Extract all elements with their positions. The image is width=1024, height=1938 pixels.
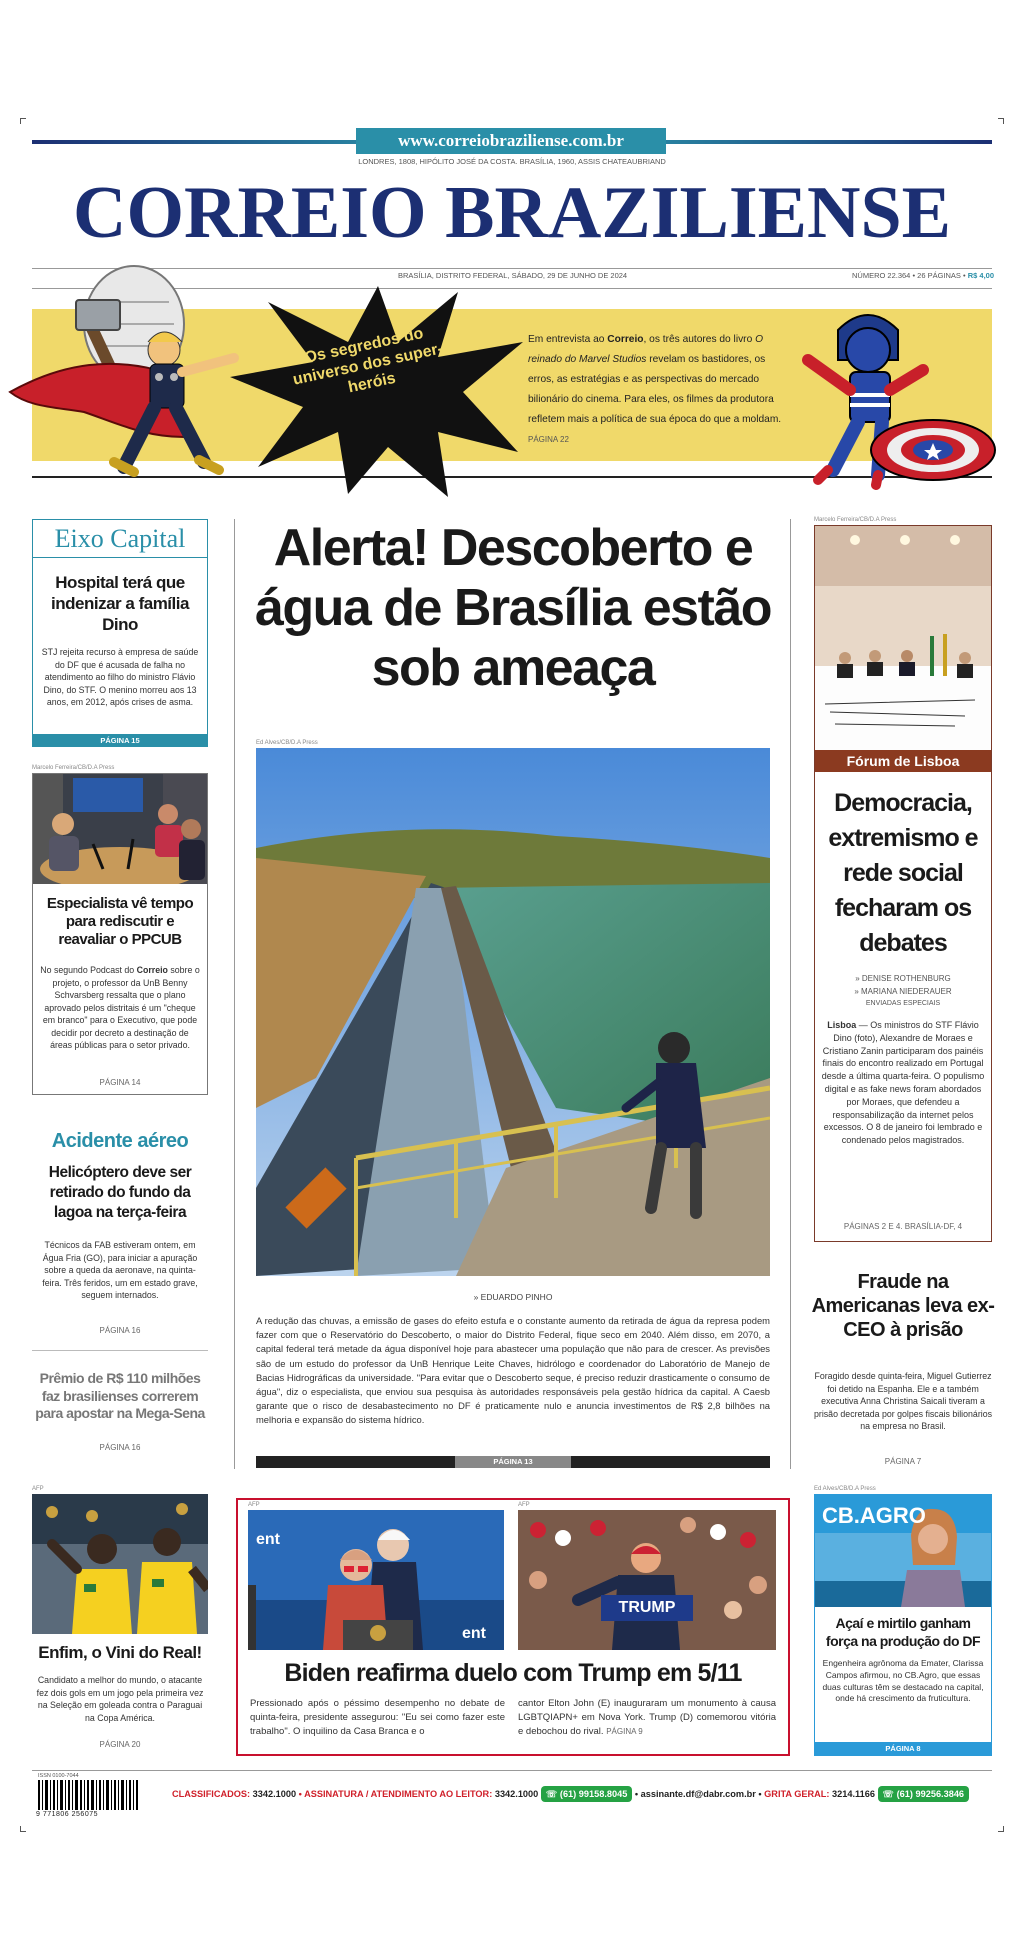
acidente-body: Técnicos da FAB estiveram ontem, em Água Fria (GO), para iniciar a apuração sobre a queda da aeronave, na quinta-feira. Três feridos, um em estado grave, seguem internados. bbox=[42, 1240, 198, 1300]
main-page-label: PÁGINA 13 bbox=[455, 1456, 571, 1468]
vini-page: PÁGINA 20 bbox=[99, 1740, 141, 1749]
ppcub-headline: Especialista vê tempo para rediscutir e reavaliar o PPCUB bbox=[46, 895, 194, 948]
issue-number: NÚMERO 22.364 • 26 PÁGINAS • bbox=[852, 271, 966, 280]
eixo-page-bar: PÁGINA 15 bbox=[32, 734, 208, 747]
crop-mark-tl bbox=[20, 118, 26, 124]
whatsapp-number-2: (61) 99256.3846 bbox=[896, 1789, 965, 1799]
burst-graphic bbox=[228, 282, 528, 502]
banner-text-rest: revelam os bastidores, os erros, as estratégias e as perspectivas do mercado bilionário do cinema. Para eles, os filmes da produtora refletem mais a política de sua época do que a moldam. bbox=[528, 354, 782, 425]
acai-page-bar: PÁGINA 8 bbox=[814, 1742, 992, 1756]
cb-agro-logo: CB.AGRO bbox=[822, 1503, 926, 1528]
acidente-headline: Helicóptero deve ser retirado do fundo da lagoa na terça-feira bbox=[48, 1164, 192, 1221]
vini-football-photo bbox=[32, 1494, 208, 1634]
acidente-kicker: Acidente aéreo bbox=[51, 1130, 189, 1152]
ppcub-body-paper: Correio bbox=[136, 965, 168, 975]
megasena-headline[interactable]: Prêmio de R$ 110 milhões faz brasilienses correrem para apostar na Mega-Sena bbox=[35, 1370, 205, 1421]
forum-author2: » MARIANA NIEDERAUER bbox=[854, 987, 952, 996]
biden-photo-text: ent bbox=[256, 1531, 280, 1548]
classificados-label: CLASSIFICADOS: bbox=[172, 1789, 251, 1799]
crop-mark-br bbox=[998, 1826, 1004, 1832]
biden-col2 bbox=[518, 1697, 776, 1739]
captain-america-illustration bbox=[758, 300, 998, 490]
trump-rally-photo bbox=[518, 1510, 776, 1650]
vini-body: Candidato a melhor do mundo, o atacante fez dois gols em um jogo pela primeira vez na Seleção em goleada contra o Paraguai na Copa América. bbox=[36, 1675, 204, 1723]
masthead-url-text: www.correiobraziliense.com.br bbox=[398, 131, 624, 150]
masthead-url[interactable] bbox=[356, 128, 666, 154]
eixo-body: STJ rejeita recurso à empresa de saúde do DF que é acusada de falha no atendimento ao filho do ministro Flávio Dino, do STF. O menino morreu aos 13 anos, em 2012, após crises de asma. bbox=[41, 647, 199, 707]
trump-podium-sign: TRUMP bbox=[618, 1599, 676, 1616]
issue-price: R$ 4,00 bbox=[967, 271, 995, 280]
barcode-top-text: ISSN 0100-7044 bbox=[38, 1773, 79, 1779]
masthead-issue bbox=[852, 271, 1002, 280]
main-body: A redução das chuvas, a emissão de gases do efeito estufa e o constante aumento da retirada de água da represa podem fazer com que o Reservatório do Descoberto, o maior do Distrito Federal, fique seco em 2040. Além disso, em 2070, a capital federal terá metade da água disponível hoje para abastecer uma população que não para de crescer. As previsões são de um estudo do professor da UnB Henrique Leite Chaves, hidrólogo e coordenador do Laboratório de Manejo de Bacias Hidrográficas da universidade. "Para evitar que o Descoberto seque, é preciso reduzir drasticamente o consumo de água", diz o especialista, que enviou sua pesquisa às autoridades responsáveis pela gestão hídrica da capital. A Caesb garante que o risco de desabastecimento no DF é praticamente nulo e anuncia investimentos de R$ 2,8 bilhões na melhoria e expansão do sistema hídrico. bbox=[256, 1315, 770, 1426]
banner-page: PÁGINA 22 bbox=[528, 435, 569, 444]
grita-geral-number[interactable]: 3214.1166 bbox=[832, 1789, 875, 1799]
main-photo-credit: Ed Alves/CB/D.A Press bbox=[256, 740, 318, 746]
assinante-email[interactable]: • assinante.df@dabr.com.br • bbox=[634, 1789, 762, 1799]
ppcub-page: PÁGINA 14 bbox=[99, 1078, 141, 1087]
vini-photo-credit: AFP bbox=[32, 1486, 44, 1492]
crop-mark-bl bbox=[20, 1826, 26, 1832]
main-reservoir-photo bbox=[256, 748, 770, 1276]
acai-photo-credit: Ed Alves/CB/D.A Press bbox=[814, 1486, 876, 1492]
biden-page: PÁGINA 9 bbox=[606, 1727, 643, 1736]
forum-headline: Democracia, extremismo e rede social fecharam os debates bbox=[828, 789, 978, 957]
americanas-page: PÁGINA 7 bbox=[884, 1457, 922, 1466]
eixo-headline: Hospital terá que indenizar a família Dino bbox=[51, 573, 189, 634]
ppcub-body-a: No segundo Podcast do bbox=[40, 965, 137, 975]
main-headline[interactable]: Alerta! Descoberto e água de Brasília estão sob ameaça bbox=[254, 519, 772, 697]
forum-conference-photo bbox=[815, 526, 991, 750]
acidente-rule bbox=[32, 1350, 208, 1351]
main-byline: » EDUARDO PINHO bbox=[473, 1292, 553, 1302]
forum-photo-credit: Marcelo Ferreira/CB/D.A Press bbox=[814, 517, 897, 523]
column-divider-left bbox=[234, 519, 235, 1469]
forum-body-place: Lisboa bbox=[827, 1020, 857, 1030]
whatsapp-icon: ☏ bbox=[545, 1789, 558, 1799]
footer-rule bbox=[32, 1770, 992, 1771]
banner-text-intro: Em entrevista ao bbox=[528, 334, 608, 345]
column-divider-right bbox=[790, 519, 791, 1469]
whatsapp-badge-1[interactable] bbox=[541, 1786, 633, 1802]
masthead-title: CORREIO BRAZILIENSE bbox=[73, 172, 951, 254]
ppcub-photo-credit: Marcelo Ferreira/CB/D.A Press bbox=[32, 765, 115, 771]
ppcub-podcast-photo bbox=[33, 774, 207, 884]
masthead-founders: LONDRES, 1808, HIPÓLITO JOSÉ DA COSTA. BRASÍLIA, 1960, ASSIS CHATEAUBRIAND bbox=[358, 157, 666, 166]
eixo-capital-logo: Eixo Capital bbox=[33, 520, 207, 558]
grita-geral-label: GRITA GERAL: bbox=[764, 1789, 830, 1799]
americanas-body: Foragido desde quinta-feira, Miguel Gutierrez foi detido na Espanha. Ele e a também executiva Anna Christina Saicali tiveram a prisão decretada por golpes fiscais bilionários na empresa no Brasil. bbox=[814, 1371, 992, 1432]
barcode-number: 9 771806 256075 bbox=[36, 1811, 98, 1818]
forum-body-text: — Os ministros do STF Flávio Dino (foto), Alexandre de Moraes e Cristiano Zanin participaram dos painéis finais do encontro realizado em Portugal desde a última quarta-feira. O populismo digital e as fake news foram abordados por Moraes, que defendeu a responsabilização da internet pelos excessos. O 8 de janeiro foi lembrado e condenado pelos magistrados. bbox=[821, 1020, 985, 1146]
banner-text-paper: Correio bbox=[607, 334, 644, 345]
acidente-page: PÁGINA 16 bbox=[99, 1326, 141, 1335]
forum-label: Fórum de Lisboa bbox=[815, 750, 991, 772]
classificados-number[interactable]: 3342.1000 bbox=[252, 1789, 297, 1799]
biden-photo-text2: ent bbox=[462, 1625, 486, 1642]
biden-headline: Biden reafirma duelo com Trump em 5/11 bbox=[284, 1659, 742, 1687]
assinatura-number[interactable]: 3342.1000 bbox=[494, 1789, 539, 1799]
forum-author1: » DENISE ROTHENBURG bbox=[855, 974, 951, 983]
acai-body: Engenheira agrônoma da Emater, Clarissa Campos afirmou, no CB.Agro, que essas duas culturas têm se destacado na capital, onde há crescimento da fruticultura. bbox=[822, 1658, 984, 1704]
banner-text bbox=[528, 330, 790, 450]
barcode bbox=[36, 1780, 140, 1810]
acai-headline: Açaí e mirtilo ganham força na produção do DF bbox=[825, 1615, 981, 1649]
americanas-headline[interactable]: Fraude na Americanas leva ex-CEO à prisão bbox=[811, 1271, 995, 1341]
forum-body bbox=[820, 1019, 986, 1147]
biden-photo-credit: AFP bbox=[248, 1502, 260, 1508]
vini-headline[interactable]: Enfim, o Vini do Real! bbox=[38, 1643, 202, 1662]
footer-contacts bbox=[172, 1785, 992, 1803]
banner-text-mid: , os três autores do livro bbox=[643, 334, 756, 345]
ppcub-body-b: sobre o projeto, o professor da UnB Benny Schvarsberg ressalta que o plano aprovado pelos distritais é um "cheque em branco" para o Executivo, que pode decidir por decreto a destinação de áreas públicas para o setor privado. bbox=[42, 965, 200, 1050]
assinatura-label: • ASSINATURA / ATENDIMENTO AO LEITOR: bbox=[298, 1789, 493, 1799]
whatsapp-badge-2[interactable] bbox=[878, 1786, 970, 1802]
whatsapp-icon: ☏ bbox=[882, 1789, 895, 1799]
trump-photo-credit: AFP bbox=[518, 1502, 530, 1508]
megasena-page: PÁGINA 16 bbox=[99, 1443, 141, 1452]
forum-author-note: ENVIADAS ESPECIAIS bbox=[865, 1000, 941, 1007]
crop-mark-tr bbox=[998, 118, 1004, 124]
ppcub-body bbox=[40, 964, 200, 1052]
masthead-dateline: BRASÍLIA, DISTRITO FEDERAL, SÁBADO, 29 DE JUNHO DE 2024 bbox=[398, 271, 628, 280]
biden-col2-text: cantor Elton John (E) inauguraram um monumento à causa LGBTQIAPN+ em Nova York. Trump (D) comemorou vitória e debochou do rival. bbox=[518, 1698, 776, 1737]
whatsapp-number-1: (61) 99158.8045 bbox=[559, 1789, 628, 1799]
banner-text-book: O reinado do Marvel Studios bbox=[528, 334, 763, 365]
forum-page: PÁGINAS 2 E 4. BRASÍLIA-DF, 4 bbox=[843, 1222, 963, 1231]
biden-col1: Pressionado após o péssimo desempenho no debate de quinta-feira, presidente assegurou: "Eu sei como fazer este trabalho". O inquilino da Casa Branca e o bbox=[250, 1698, 505, 1737]
burst-text: Os segredos do universo dos super-heróis bbox=[291, 325, 445, 397]
